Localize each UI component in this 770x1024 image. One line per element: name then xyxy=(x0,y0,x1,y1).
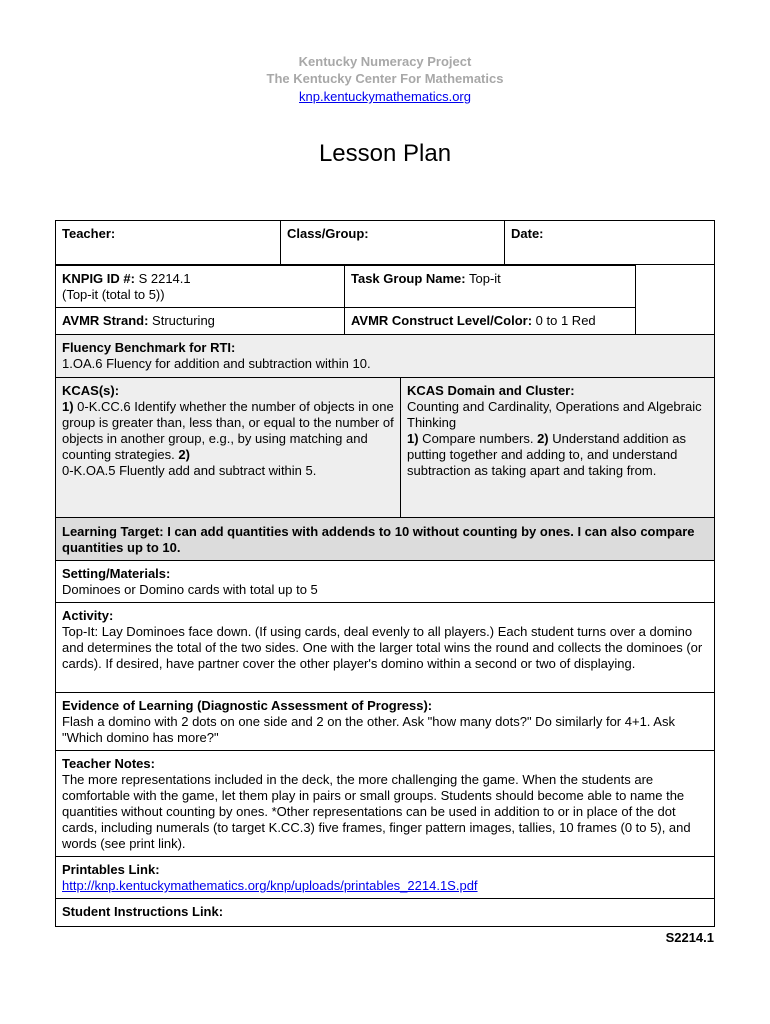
evidence-cell xyxy=(55,692,715,751)
learning-target-cell: Learning Target: I can add quantities with addends to 10 without counting by ones. I can also compare quantities up to 10. xyxy=(55,517,715,561)
avmr-construct-label: AVMR Construct Level/Color: xyxy=(351,313,533,328)
kcas-label: KCAS(s): xyxy=(62,383,120,398)
kcas-cluster-number-2: 2) xyxy=(537,431,549,446)
activity-label: Activity: xyxy=(62,608,114,623)
kcas-standard-1: 0-K.CC.6 Identify whether the number of objects in one group is greater than, less than, or equal to the number of objects in another group, e.g., by using matching and counting strategies. xyxy=(62,399,394,462)
avmr-strand-label: AVMR Strand: xyxy=(62,313,149,328)
kcas-domain-text: Counting and Cardinality, Operations and Algebraic Thinking xyxy=(407,399,702,430)
fluency-value: 1.OA.6 Fluency for addition and subtraction within 10. xyxy=(62,356,371,371)
fluency-label: Fluency Benchmark for RTI: xyxy=(62,340,236,355)
header-center-name: The Kentucky Center For Mathematics xyxy=(266,71,504,86)
task-group-cell xyxy=(344,265,636,308)
evidence-value: Flash a domino with 2 dots on one side and 2 on the other. Ask "how many dots?" Do similarly for 4+1. Ask "Which domino has more?" xyxy=(62,714,675,745)
kcas-domain-cell xyxy=(400,377,715,518)
teacher-notes-cell xyxy=(55,750,715,857)
student-instructions-cell xyxy=(55,898,715,927)
setting-value: Dominoes or Domino cards with total up to 5 xyxy=(62,582,318,597)
task-group-label: Task Group Name: xyxy=(351,271,466,286)
header-org-name: Kentucky Numeracy Project xyxy=(298,54,472,69)
teacher-cell: Teacher: xyxy=(55,220,281,265)
printables-link[interactable]: http://knp.kentuckymathematics.org/knp/uploads/printables_2214.1S.pdf xyxy=(62,878,478,893)
kcas-cluster-number-1: 1) xyxy=(407,431,419,446)
kcas-domain-label: KCAS Domain and Cluster: xyxy=(407,383,575,398)
avmr-strand-value: Structuring xyxy=(148,313,215,328)
setting-label: Setting/Materials: xyxy=(62,566,171,581)
kcas-cell xyxy=(55,377,401,518)
activity-value: Top-It: Lay Dominoes face down. (If using cards, deal evenly to all players.) Each student turns over a domino and determines the total of the two sides. One with the larger total wins the round and collects the dominoes (or cards). If desired, have partner cover the other player's domino within a second or two of displaying. xyxy=(62,624,703,671)
kcas-cluster-1: Compare numbers. xyxy=(418,431,538,446)
document-id: S2214.1 xyxy=(665,930,714,945)
evidence-label: Evidence of Learning (Diagnostic Assessment of Progress): xyxy=(62,698,433,713)
date-cell: Date: xyxy=(504,220,715,265)
activity-cell xyxy=(55,602,715,693)
kcas-standard-2: 0-K.OA.5 Fluently add and subtract within 5. xyxy=(62,463,317,478)
setting-materials-cell xyxy=(55,560,715,603)
page-title: Lesson Plan xyxy=(318,140,452,167)
knpig-id-label: KNPIG ID #: xyxy=(62,271,135,286)
knpig-id-cell xyxy=(55,265,345,308)
avmr-strand-cell xyxy=(55,307,345,335)
printables-label: Printables Link: xyxy=(62,862,160,877)
student-instructions-label: Student Instructions Link: xyxy=(62,904,224,919)
header-website-link[interactable]: knp.kentuckymathematics.org xyxy=(299,89,471,104)
kcas-number-2: 2) xyxy=(178,447,190,462)
task-group-value: Top-it xyxy=(465,271,501,286)
printables-cell xyxy=(55,856,715,899)
header-link-wrap xyxy=(0,89,770,104)
teacher-notes-value: The more representations included in the deck, the more challenging the game. When the students are comfortable with the game, let them play in pairs or small groups. Students should become able to name the quantities without counting by ones. *Other representations can be used in addition to or in place of the dot cards, including numerals (to target K.CC.3) five frames, finger pattern images, tallies, 10 frames (0 to 5), and words (see print link). xyxy=(62,772,691,851)
knpig-id-subtitle: (Top-it (total to 5)) xyxy=(62,287,165,302)
kcas-number-1: 1) xyxy=(62,399,74,414)
teacher-notes-label: Teacher Notes: xyxy=(62,756,155,771)
class-group-cell: Class/Group: xyxy=(280,220,505,265)
knpig-id-value: S 2214.1 xyxy=(134,271,191,286)
kcas-cluster-2: Understand addition as putting together and adding to, and understand subtraction as taking apart and taking from. xyxy=(407,431,686,478)
avmr-construct-value: 0 to 1 Red xyxy=(532,313,596,328)
fluency-benchmark-cell xyxy=(55,334,715,378)
avmr-construct-cell xyxy=(344,307,636,335)
